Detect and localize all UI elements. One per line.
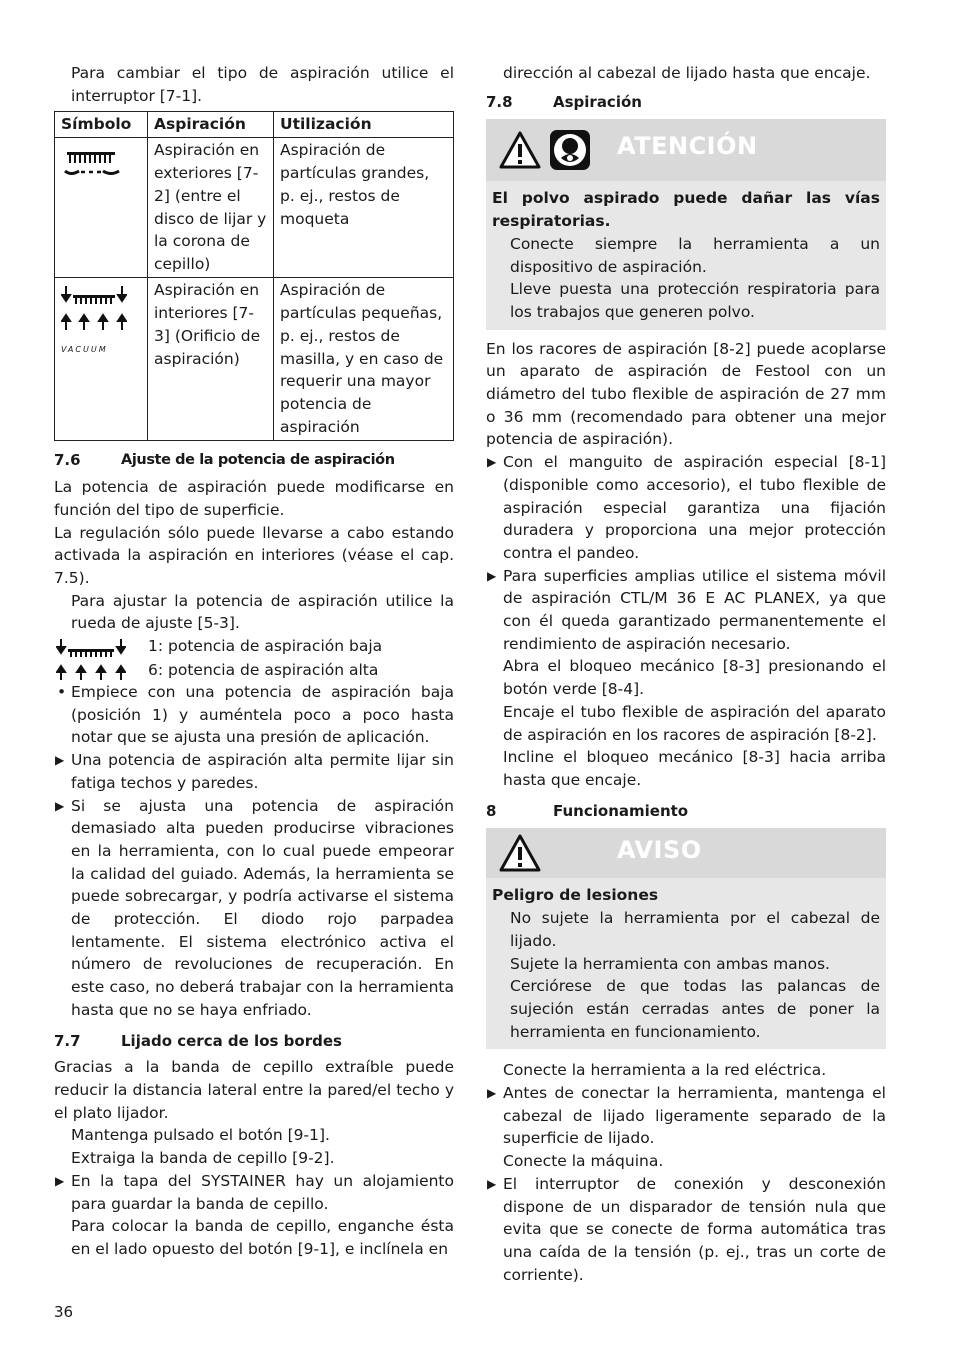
list-item: ▶ Una potencia de aspiración alta permite lijar sin fatiga techos y paredes. bbox=[55, 751, 454, 792]
respirator-mask-icon bbox=[548, 128, 592, 172]
notice-lead: Peligro de lesiones bbox=[492, 886, 659, 905]
table-row bbox=[55, 138, 454, 278]
table-header-row bbox=[55, 112, 454, 138]
symbol-cell bbox=[55, 138, 148, 278]
paragraph: Conecte la herramienta a la red eléctrica. bbox=[503, 1061, 827, 1080]
arrow-bullet-icon: ▶ bbox=[55, 753, 65, 768]
table-cell: Aspiración de partículas grandes, p. ej., restos de moqueta bbox=[274, 138, 454, 278]
external-suction-icon bbox=[61, 144, 121, 184]
caution-box bbox=[486, 119, 886, 329]
list-item: • Empiece con una potencia de aspiración baja (posición 1) y auméntela poco a poco hasta notar que se ajusta una presión de aplicación. bbox=[57, 683, 454, 747]
suction-level-icon bbox=[56, 638, 126, 682]
warning-triangle-icon bbox=[498, 833, 542, 873]
warning-triangle-icon bbox=[498, 130, 542, 170]
section-title: Funcionamiento bbox=[553, 801, 689, 820]
caution-line: Lleve puesta una protección respiratoria para los trabajos que generen polvo. bbox=[510, 280, 880, 321]
paragraph: Gracias a la banda de cepillo extraíble puede reducir la distancia lateral entre la pared/el techo y el plato lijador. bbox=[54, 1058, 454, 1122]
section-number: 7.7 bbox=[54, 1031, 81, 1050]
symbol-cell bbox=[55, 278, 148, 441]
paragraph: Mantenga pulsado el botón [9-1]. bbox=[71, 1126, 330, 1145]
list-item: ▶ Con el manguito de aspiración especial [8-1] (disponible como accesorio), el tubo flexible de aspiración especial garantiza una fijación duradera y proporciona una mejor protección contra el pandeo. bbox=[487, 453, 886, 562]
paragraph: En los racores de aspiración [8-2] puede acoplarse un aparato de aspiración de Festool con un diámetro del tubo flexible de aspiración de 27 mm o 36 mm (recomendado para obtener una mejor potencia de aspiración). bbox=[486, 339, 886, 449]
suction-levels bbox=[54, 635, 454, 681]
table-header: Utilización bbox=[274, 112, 454, 138]
arrow-bullet-icon: ▶ bbox=[487, 568, 497, 583]
arrow-bullet-icon: ▶ bbox=[55, 1173, 65, 1188]
table-cell: Aspiración en interiores [7-3] (Orificio de aspiración) bbox=[148, 278, 274, 441]
list-item: ▶ El interruptor de conexión y desconexión dispone de un disparador de tensión nula que evita que se conecte de forma automática tras una caída de la tensión (p. ej., tras un corte de corriente). bbox=[487, 1174, 886, 1284]
arrow-bullet-icon: ▶ bbox=[487, 1176, 497, 1191]
table-row bbox=[55, 278, 454, 441]
section-heading-7-6 bbox=[54, 449, 454, 472]
caution-header bbox=[486, 119, 886, 181]
arrow-bullet-icon: ▶ bbox=[487, 455, 497, 470]
section-heading-7-8 bbox=[486, 91, 886, 114]
list-item: ▶ Si se ajusta una potencia de aspiración demasiado alta pueden producirse vibraciones en la herramienta, con lo cual puede empeorar la calidad del guiado. Además, la herramienta se puede sobrecargar, y podría activarse el sistema de protección. El diodo rojo parpadea lentamente. El sistema electrónico activa el número de revoluciones de recuperación. En este caso, no deberá trabajar con la herramienta hasta que no se haya enfriado. bbox=[55, 796, 454, 1019]
table-cell: Aspiración de partículas pequeñas, p. ej., restos de masilla, y en caso de requerir una mayor potencia de aspiración bbox=[274, 278, 454, 441]
left-column bbox=[54, 62, 454, 1261]
table-header: Aspiración bbox=[148, 112, 274, 138]
intro-text: Para cambiar el tipo de aspiración utilice el interruptor [7-1]. bbox=[71, 64, 454, 105]
notice-line: Cerciórese de que todas las palancas de sujeción están cerradas antes de poner la herramienta en funcionamiento. bbox=[510, 977, 880, 1041]
paragraph: Extraiga la banda de cepillo [9-2]. bbox=[71, 1149, 335, 1168]
level-low-text: 1: potencia de aspiración baja bbox=[148, 637, 383, 656]
arrow-bullet-icon: ▶ bbox=[55, 798, 65, 813]
section-number: 8 bbox=[486, 801, 497, 820]
paragraph: Para colocar la banda de cepillo, enganche ésta en el lado opuesto del botón [9-1], e inclínela en bbox=[71, 1217, 454, 1258]
internal-suction-icon bbox=[61, 284, 127, 332]
section-heading-8 bbox=[486, 800, 886, 823]
arrow-bullet-icon: ▶ bbox=[487, 1086, 497, 1101]
paragraph: Encaje el tubo flexible de aspiración del aparato de aspiración en los racores de aspiración [8-2]. bbox=[503, 702, 886, 744]
notice-title: AVISO bbox=[617, 836, 702, 865]
notice-body bbox=[486, 878, 886, 1049]
paragraph: Incline el bloqueo mecánico [8-3] hacia arriba hasta que encaje. bbox=[503, 748, 886, 789]
section-title: Lijado cerca de los bordes bbox=[121, 1031, 342, 1050]
page-number: 36 bbox=[54, 1303, 74, 1321]
section-title: Aspiración bbox=[553, 92, 642, 111]
notice-header bbox=[486, 828, 886, 878]
paragraph: dirección al cabezal de lijado hasta que encaje. bbox=[503, 64, 871, 82]
suction-type-table bbox=[54, 111, 454, 441]
level-high-text: 6: potencia de aspiración alta bbox=[148, 661, 379, 680]
caution-line: Conecte siempre la herramienta a un dispositivo de aspiración. bbox=[510, 234, 880, 276]
paragraph: La regulación sólo puede llevarse a cabo estando activada la aspiración en interiores (véase el cap. 7.5). bbox=[54, 523, 454, 587]
list-item: ▶ En la tapa del SYSTAINER hay un alojamiento para guardar la banda de cepillo. bbox=[55, 1171, 454, 1213]
vacuum-label: VACUUM bbox=[61, 345, 108, 355]
notice-line: Sujete la herramienta con ambas manos. bbox=[510, 954, 830, 973]
table-cell: Aspiración en exteriores [7-2] (entre el disco de lijar y la corona de cepillo) bbox=[148, 138, 274, 278]
paragraph: Conecte la máquina. bbox=[503, 1152, 664, 1171]
section-number: 7.8 bbox=[486, 92, 513, 111]
caution-title: ATENCIÓN bbox=[617, 132, 758, 161]
section-heading-7-7 bbox=[54, 1030, 454, 1053]
right-column bbox=[486, 62, 886, 1286]
list-item: ▶ Antes de conectar la herramienta, mantenga el cabezal de lijado ligeramente separado de la superficie de lijado. bbox=[487, 1084, 886, 1148]
section-title: Ajuste de la potencia de aspiración bbox=[121, 452, 395, 469]
caution-lead: El polvo aspirado puede dañar las vías respiratorias. bbox=[492, 189, 880, 231]
table-header: Símbolo bbox=[55, 112, 148, 138]
paragraph: Abra el bloqueo mecánico [8-3] presionando el botón verde [8-4]. bbox=[503, 657, 886, 699]
bullet-dot: • bbox=[57, 683, 67, 702]
caution-body bbox=[486, 181, 886, 329]
paragraph: Para ajustar la potencia de aspiración utilice la rueda de ajuste [5-3]. bbox=[71, 591, 454, 633]
paragraph: La potencia de aspiración puede modificarse en función del tipo de superficie. bbox=[54, 478, 454, 519]
section-number: 7.6 bbox=[54, 451, 81, 470]
notice-box bbox=[486, 828, 886, 1049]
list-item: ▶ Para superficies amplias utilice el sistema móvil de aspiración CTL/M 36 E AC PLANEX, ya que con él queda garantizado permanentemente el rendimiento de aspiración necesario. bbox=[487, 566, 886, 653]
notice-line: No sujete la herramienta por el cabezal de lijado. bbox=[510, 909, 880, 950]
